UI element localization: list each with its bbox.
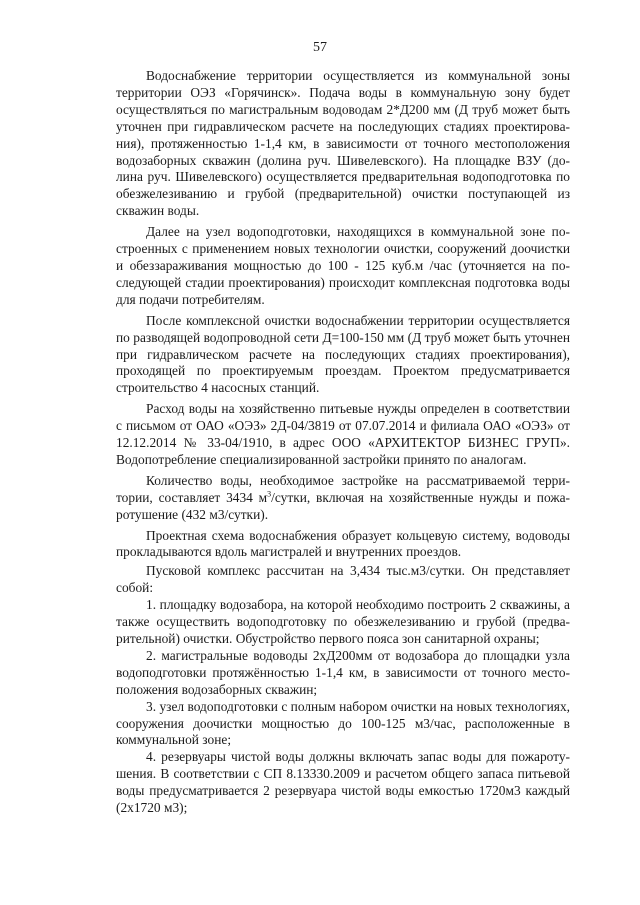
paragraph-distribution-network: После комплексной очистки водоснабжении территории осуществляется по разводящей водопроводной сети Д=100-150 мм (Д труб может быть уточнен при гидравлическом расчете на последующих стадиях проектирования), проходящей по проектируемым проездам. Проектом предусматривается строительство 4 насосных станций. bbox=[116, 312, 570, 396]
page-number: 57 bbox=[313, 40, 327, 55]
list-item-clean-water-reservoirs: 4. резервуары чистой воды должны включать запас воды для пожаротушения. В соответствии с СП 8.13330.2009 и расчетом общего запаса питьевой воды предусматривается 2 резервуара чистой воды емкостью 1720м3 каждый (2х1720 м3); bbox=[116, 749, 570, 816]
paragraph-water-consumption: Расход воды на хозяйственно питьевые нужды определен в соответствии с письмом от ОАО «ОЭЗ» 2Д-04/3819 от 07.07.2014 и филиала ОАО «ОЭЗ» от 12.12.2014 № 33-04/1910, в адрес ООО «АРХИТЕКТОР БИЗНЕС ГРУП». Водопотребление специализированной застройки принято по аналогам. bbox=[116, 401, 570, 467]
document-body bbox=[116, 68, 570, 817]
paragraph-ring-scheme: Проектная схема водоснабжения образует кольцевую систему, водоводы прокладываются вдоль магистралей и внутренних проездов. bbox=[116, 527, 570, 560]
paragraph-launch-complex: Пусковой комплекс рассчитан на 3,434 тыс.м3/сутки. Он представляет собой: bbox=[116, 563, 570, 596]
list-item-treatment-unit: 3. узел водоподготовки с полным набором очистки на новых технологиях, сооружения доочистки мощностью до 100-125 м3/час, расположенные в коммунальной зоне; bbox=[116, 698, 570, 748]
water-quantity-rest: /сутки, включая на хозяйственные нужды и пожаротушение (432 м3/сутки). bbox=[116, 489, 570, 522]
list-item-water-intake: 1. площадку водозабора, на которой необходимо построить 2 скважины, а также осуществить водоподготовку по обезжелезиванию и грубой (предварительной) очистки. Обустройство первого пояса зон санитарной охраны; bbox=[116, 597, 570, 646]
paragraph-water-supply: Водоснабжение территории осуществляется из коммунальной зоны территории ОЭЗ «Горячинск». Подача воды в коммунальную зону будет осуществляться по магистральным водоводам 2*Д200 мм (Д труб может быть уточнен при гидравлическом расчете на последующих стадиях проектирования), протяженностью 1-1,4 км, в зависимости от точного местоположения водозаборных скважин (долина руч. Шивелевского). На площадке ВЗУ (долина руч. Шивелевского) осуществляется предварительная водоподготовка по обезжелезиванию и грубой (предварительной) очистки поступающей из скважин воды. bbox=[116, 68, 570, 219]
paragraph-water-treatment: Далее на узел водоподготовки, находящихся в коммунальной зоне построенных с применением новых технологии очистки, сооружений доочистки и обеззараживания мощностью до 100 - 125 куб.м /час (уточняется на последующей стадии проектирования) происходит комплексная подготовка воды для подачи потребителям. bbox=[116, 224, 570, 307]
water-quantity-text: Количество воды, необходимое застройке на рассматриваемой территории, составляет 3434 м bbox=[116, 472, 570, 505]
paragraph-water-quantity bbox=[116, 473, 570, 524]
cubic-superscript: 3 bbox=[267, 489, 272, 499]
list-item-main-conduits: 2. магистральные водоводы 2хД200мм от водозабора до площадки узла водоподготовки протяжённостью 1-1,4 км, в зависимости от точного местоположения водозаборных скважин; bbox=[116, 647, 570, 697]
